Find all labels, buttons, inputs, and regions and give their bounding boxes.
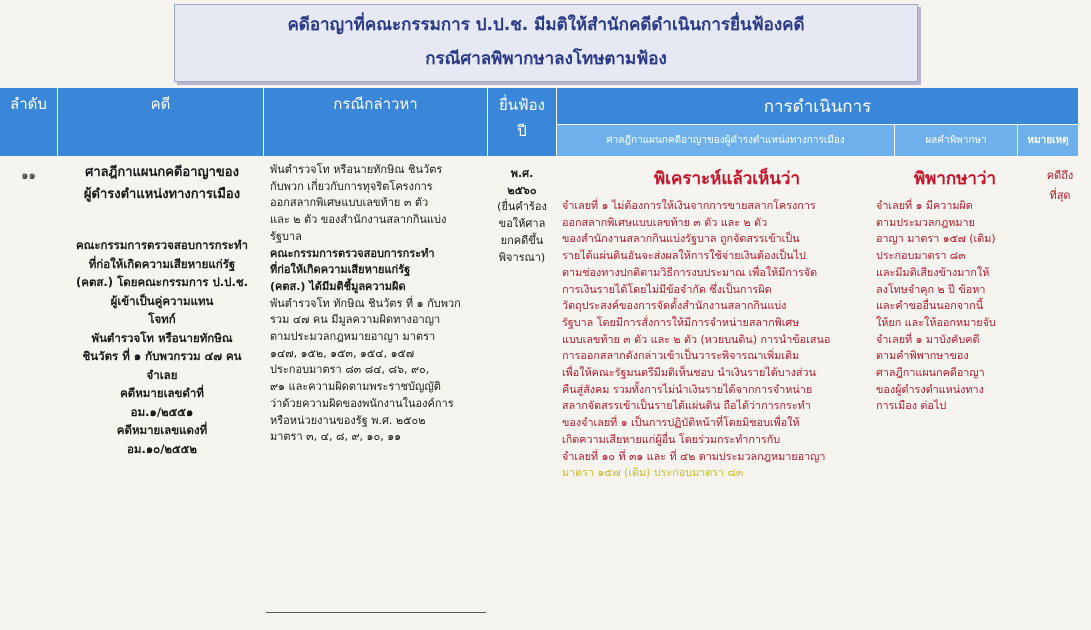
verdict-text: จำเลยที่ ๑ มีความผิด ตามประมวลกฎหมาย อาญา มาตรา ๑๕๗ (เดิม) ประกอบมาตรา ๘๓ และมีมติเสียงข้างมากให้ ลงโทษจำคุก ๒ ปี ข้อหา และคำขออื่นนอกจากนี้ ให้ยก และให้ออกหมายจับ จำเลยที่ ๑ มาบังคับคดี ตามคำพิพากษาของ ศาลฎีกาแผนกคดีอาญา ของผู้ดำรงตำแหน่งทาง การเมือง ต่อไป — [876, 199, 996, 413]
divider-line — [266, 612, 486, 613]
header-actions: การดำเนินการ — [557, 88, 1078, 124]
case-details: คณะกรรมการตรวจสอบการกระทำ ที่ก่อให้เกิดความเสียหายแก่รัฐ (คตส.) โดยคณะกรรมการ ป.ป.ช. ผู้เข้าเป็นคู่ความแทน โจทก์ พันตำรวจโท หรือนายทักษิณ ชินวัตร ที่ ๑ กับพวกรวม ๔๗ คน จำเลย คดีหมายเลขดำที่ อม.๑/๒๕๕๑ คดีหมายเลขแดงที่ อม.๑๐/๒๕๕๒ — [75, 238, 249, 456]
verdict-heading: พิพากษาว่า — [913, 169, 997, 189]
header-year: ยื่นฟ้อง ปี — [488, 88, 556, 156]
page-title: คดีอาญาที่คณะกรรมการ ป.ป.ช. มีมติให้สำนักคดีดำเนินการยื่นฟ้องคดี — [287, 15, 805, 35]
case-court: ศาลฎีกาแผนกคดีอาญาของ ผู้ดำรงตำแหน่งทางการเมือง — [83, 165, 241, 202]
header-no: ลำดับ — [0, 88, 57, 156]
verdict-cell — [874, 166, 1036, 415]
remark-cell: คดีถึง ที่สุด — [1046, 169, 1074, 202]
row-number: ๑๑ — [21, 168, 36, 182]
subheader-verdict: ผลคำพิพากษา — [895, 125, 1017, 156]
page-subtitle: กรณีศาลพิพากษาลงโทษตามฟ้อง — [425, 49, 667, 69]
court-result-heading: พิเคราะห์แล้วเห็นว่า — [653, 169, 801, 189]
header-case: คดี — [58, 88, 263, 156]
case-cell — [62, 162, 262, 458]
title-box — [174, 4, 918, 82]
allegation-cell: พันตำรวจโท หรือนายทักษิณ ชินวัตร กับพวก เกี่ยวกับการทุจริตโครงการ ออกสลากพิเศษแบบเลขท้าย ๓ ตัว และ ๒ ตัว ของสำนักงานสลากกินแบ่ง รัฐบาล คณะกรรมการตรวจสอบการกระทำ ที่ก่อให้เกิดความเสียหายแก่รัฐ (คตส.) ได้มีมติชี้มูลความผิด พันตำรวจโท ทักษิณ ชินวัตร ที่ ๑ กับพวก รวม ๔๗ คน มีมูลความผิดทางอาญา ตามประมวลกฎหมายอาญา มาตรา ๑๔๗, ๑๕๒, ๑๕๓, ๑๕๔, ๑๕๗ ประกอบมาตรา ๘๓ ๘๔, ๘๖, ๙๐, ๙๑ และความผิดตามพระราชบัญญัติ ว่าด้วยความผิดของพนักงานในองค์การ หรือหน่วยงานของรัฐ พ.ศ. ๒๕๐๒ มาตรา ๓, ๔, ๘, ๙, ๑๐, ๑๑ — [270, 163, 461, 444]
header-allegation: กรณีกล่าวหา — [264, 88, 487, 156]
court-result-cell — [562, 166, 892, 482]
subheader-remark: หมายเหตุ — [1018, 125, 1078, 156]
court-result-text: จำเลยที่ ๑ ไม่ต้องการให้เงินจากการขายสลากโครงการ ออกสลากพิเศษแบบเลขท้าย ๓ ตัว และ ๒ ตัว ของสำนักงานสลากกินแบ่งรัฐบาล ถูกจัดสรรเข้าเป็น รายได้แผ่นดินอันจะส่งผลให้การใช้จ่ายเงินต้องเป็นไป ตามช่องทางปกติตามวิธีการงบประมาณ เพื่อให้มีการจัด การเงินรายได้โดยไม่มีข้อจำกัด ซึ่งเป็นการผิด วัตถุประสงค์ของการจัดตั้งสำนักงานสลากกินแบ่ง รัฐบาล โดยมีการสั่งการให้มีการจำหน่ายสลากพิเศษ แบบเลขท้าย ๓ ตัว และ ๒ ตัว (หวยบนดิน) การนำข้อเสนอ การออกสลากดังกล่าวเข้าเป็นวาระพิจารณาเพิ่มเติม เพื่อให้คณะรัฐมนตรีมีมติเห็นชอบ นำเงินรายได้บางส่วน คืนสู่สังคม รวมทั้งการไม่นำเงินรายได้จากการจำหน่าย สลากจัดสรรเข้าเป็นรายได้แผ่นดิน ถือได้ว่าการกระทำ ของจำเลยที่ ๑ เป็นการปฏิบัติหน้าที่โดยมิชอบเพื่อให้ เกิดความเสียหายแก่ผู้อื่น โดยร่วมกระทำการกับ จำเลยที่ ๑๐ ที่ ๓๑ และ ที่ ๔๒ ตามประมวลกฎหมายอาญา มาตรา ๑๕๗ (เดิม) ประกอบมาตรา ๘๓ — [562, 199, 831, 480]
subheader-court: ศาลฎีกาแผนกคดีอาญาของผู้ดำรงตำแหน่งทางการเมือง — [557, 125, 894, 156]
year-cell: พ.ศ. ๒๕๖๐ (ยื่นคำร้อง ขอให้ศาล ยกคดีขึ้น พิจารณา) — [497, 167, 547, 264]
